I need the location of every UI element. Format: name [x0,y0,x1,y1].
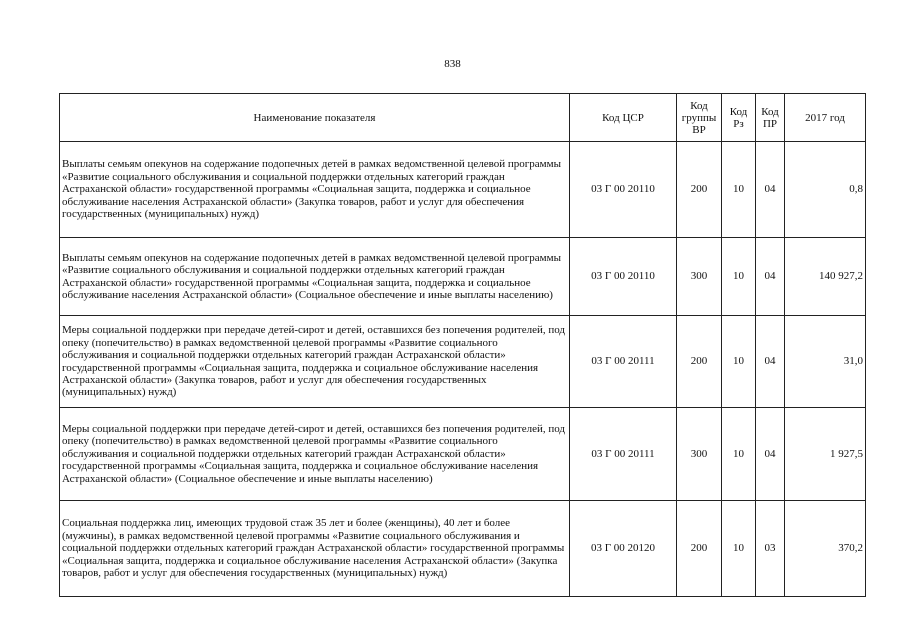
row-value: 370,2 [785,501,866,597]
row-vr: 200 [677,142,722,238]
row-name: Социальная поддержка лиц, имеющих трудовой стаж 35 лет и более (женщины), 40 лет и более (мужчины), в рамках ведомственной целевой программы «Развитие социального обслуживания и социальной поддержки отдельных категорий граждан Астраханской области» государственной программы «Социальная защита, поддержка и социальное обслуживание населения Астраханской области» (Закупка товаров, работ и услуг для обеспечения государственных (муниципальных) нужд) [60,501,570,597]
row-rz: 10 [722,316,756,408]
row-rz: 10 [722,238,756,316]
row-rz: 10 [722,408,756,501]
row-vr: 300 [677,238,722,316]
header-name: Наименование показателя [60,94,570,142]
row-name: Выплаты семьям опекунов на содержание подопечных детей в рамках ведомственной целевой программы «Развитие социального обслуживания и социальной поддержки отдельных категорий граждан Астраханской области» государственной программы «Социальная защита, поддержка и социальное обслуживание населения Астраханской области» (Закупка товаров, работ и услуг для обеспечения государственных (муниципальных) нужд) [60,142,570,238]
header-pr: Код ПР [756,94,785,142]
table-row [60,316,866,408]
row-value: 31,0 [785,316,866,408]
row-value: 140 927,2 [785,238,866,316]
row-pr: 04 [756,142,785,238]
row-name: Меры социальной поддержки при передаче детей-сирот и детей, оставшихся без попечения родителей, под опеку (попечительство) в рамках ведомственной целевой программы «Развитие социального обслуживания и социальной поддержки отдельных категорий граждан Астраханской области» государственной программы «Социальная защита, поддержка и социальное обслуживание населения Астраханской области» (Закупка товаров, работ и услуг для обеспечения государственных (муниципальных) нужд) [60,316,570,408]
row-rz: 10 [722,142,756,238]
row-name: Меры социальной поддержки при передаче детей-сирот и детей, оставшихся без попечения родителей, под опеку (попечительство) в рамках ведомственной целевой программы «Развитие социального обслуживания и социальной поддержки отдельных категорий граждан Астраханской области» государственной программы «Социальная защита, поддержка и социальное обслуживание населения Астраханской области» (Социальное обеспечение и иные выплаты населению) [60,408,570,501]
row-pr: 04 [756,316,785,408]
table-row [60,501,866,597]
row-pr: 04 [756,238,785,316]
row-value: 0,8 [785,142,866,238]
page-number: 838 [444,58,461,70]
budget-table [59,93,866,597]
row-vr: 300 [677,408,722,501]
row-csr: 03 Г 00 20111 [570,316,677,408]
row-rz: 10 [722,501,756,597]
row-pr: 03 [756,501,785,597]
row-csr: 03 Г 00 20110 [570,238,677,316]
row-value: 1 927,5 [785,408,866,501]
row-vr: 200 [677,501,722,597]
row-vr: 200 [677,316,722,408]
row-csr: 03 Г 00 20120 [570,501,677,597]
row-pr: 04 [756,408,785,501]
header-csr: Код ЦСР [570,94,677,142]
table-header-row [60,94,866,142]
row-csr: 03 Г 00 20111 [570,408,677,501]
table-row [60,408,866,501]
table-row [60,238,866,316]
header-vr: Код группы ВР [677,94,722,142]
header-year: 2017 год [785,94,866,142]
header-rz: Код Рз [722,94,756,142]
row-name: Выплаты семьям опекунов на содержание подопечных детей в рамках ведомственной целевой программы «Развитие социального обслуживания и социальной поддержки отдельных категорий граждан Астраханской области» государственной программы «Социальная защита, поддержка и социальное обслуживание населения Астраханской области» (Социальное обеспечение и иные выплаты населению) [60,238,570,316]
table-row [60,142,866,238]
row-csr: 03 Г 00 20110 [570,142,677,238]
